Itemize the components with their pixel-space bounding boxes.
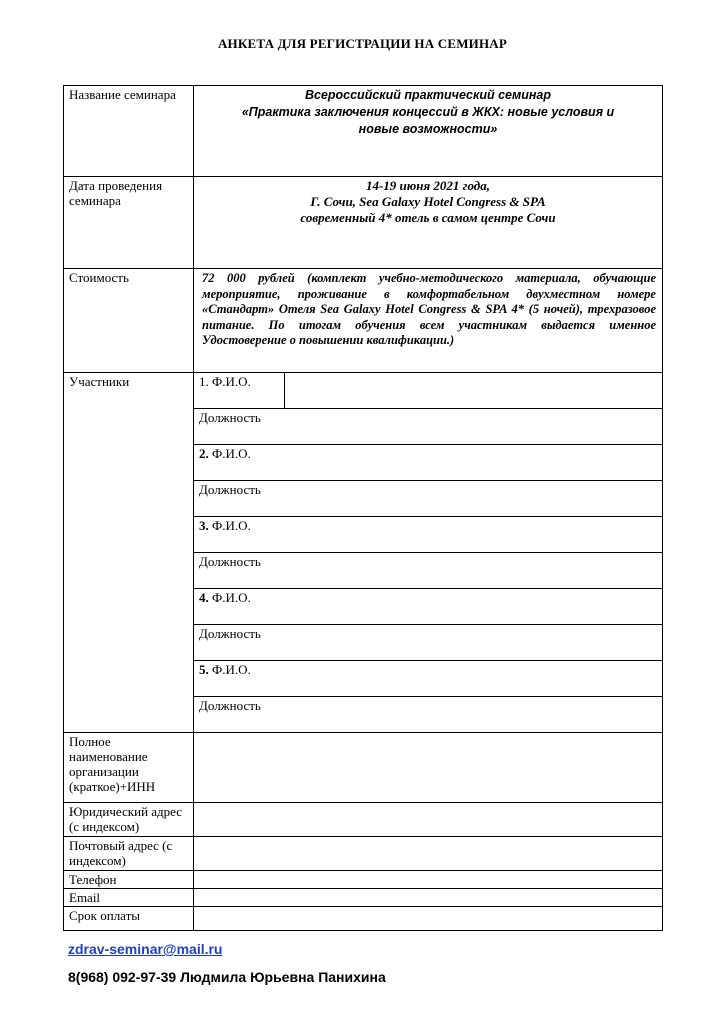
participant-5-position-field[interactable]	[285, 697, 663, 733]
postal-address-field[interactable]	[194, 837, 663, 871]
participant-3-position-row	[194, 553, 662, 589]
participant-5-position-label: Должность	[199, 698, 261, 713]
cost-value: 72 000 рублей (комплект учебно-методического материала, обучающие мероприятие, проживание в комфортабельном двухместном номере «Стандарт» Отеля Sea Galaxy Hotel Congress & SPA 4* (5 ночей), трехразовое питание. По итогам обучения всем участникам выдается именное Удостоверение о повышении квалификации.)	[194, 269, 663, 373]
seminar-name-label: Название семинара	[64, 86, 194, 177]
org-name-row	[64, 733, 663, 803]
fio-label: Ф.И.О.	[212, 590, 251, 605]
participant-3-position-label: Должность	[194, 553, 285, 589]
contact-phone-line: 8(968) 092-97-39 Людмила Юрьевна Панихина	[68, 969, 386, 985]
participant-4-position-field[interactable]	[285, 625, 663, 661]
phone-row	[64, 871, 663, 889]
postal-address-row	[64, 837, 663, 871]
participant-2-number: 2.	[199, 446, 209, 461]
fio-label: Ф.И.О.	[212, 374, 251, 389]
participants-label: Участники	[64, 373, 194, 733]
participant-2-name-row	[194, 445, 662, 481]
participant-5-position-row	[194, 697, 662, 733]
participant-4-position-label: Должность	[194, 625, 285, 661]
seminar-name-row	[64, 86, 663, 177]
email-label: Email	[64, 889, 194, 907]
participant-4-number: 4.	[199, 590, 209, 605]
seminar-name-value	[194, 86, 663, 177]
participant-3-number: 3.	[199, 518, 209, 533]
participant-3-name-field[interactable]	[285, 517, 663, 553]
participant-3-position-field[interactable]	[285, 553, 663, 589]
participant-5-number: 5.	[199, 662, 209, 677]
participant-2-position-row	[194, 481, 662, 517]
fio-label: Ф.И.О.	[212, 446, 251, 461]
postal-address-label: Почтовый адрес (с индексом)	[64, 837, 194, 871]
cost-label: Стоимость	[64, 269, 194, 373]
participant-3-name-row	[194, 517, 662, 553]
seminar-name-line-1: Всероссийский практический семинар	[304, 88, 552, 102]
fio-label: Ф.И.О.	[212, 518, 251, 533]
participant-1-name-row	[194, 373, 662, 409]
participants-row	[64, 373, 663, 733]
registration-form-table	[63, 85, 663, 931]
participant-4-fio-label	[194, 589, 285, 625]
participants-table	[194, 373, 662, 732]
seminar-name-line-2: «Практика заключения концессий в ЖКХ: новые условия и	[241, 105, 615, 119]
participant-4-name-field[interactable]	[285, 589, 663, 625]
phone-field[interactable]	[194, 871, 663, 889]
participant-2-fio-label	[194, 445, 285, 481]
participant-4-name-row	[194, 589, 662, 625]
participant-5-name-row	[194, 661, 662, 697]
payment-term-field[interactable]	[194, 907, 663, 931]
participant-2-position-field[interactable]	[285, 481, 663, 517]
org-name-label: Полное наименование организации (краткое)+ИНН	[64, 733, 194, 803]
participant-1-number: 1.	[199, 374, 209, 389]
participant-1-position-field[interactable]	[285, 409, 663, 445]
seminar-venue-description: современный 4* отель в самом центре Сочи	[300, 210, 556, 225]
contact-email-link[interactable]: zdrav-seminar@mail.ru	[68, 941, 223, 957]
legal-address-label: Юридический адрес (с индексом)	[64, 803, 194, 837]
form-title: АНКЕТА ДЛЯ РЕГИСТРАЦИИ НА СЕМИНАР	[217, 36, 508, 51]
seminar-name-line-3: новые возможности»	[358, 122, 498, 136]
fio-label: Ф.И.О.	[212, 662, 251, 677]
phone-label: Телефон	[64, 871, 194, 889]
participant-5-fio-label	[194, 661, 285, 697]
seminar-date-line-1: 14-19 июня 2021 года,	[365, 178, 491, 193]
participant-1-position-label: Должность	[194, 409, 285, 445]
legal-address-field[interactable]	[194, 803, 663, 837]
seminar-venue-line: Г. Сочи, Sea Galaxy Hotel Congress & SPA	[310, 194, 546, 209]
participant-1-fio-label	[194, 373, 285, 409]
participant-1-name-field[interactable]	[285, 373, 663, 409]
participant-2-name-field[interactable]	[285, 445, 663, 481]
participant-5-name-field[interactable]	[285, 661, 663, 697]
seminar-date-value	[194, 177, 663, 269]
participants-cell	[194, 373, 663, 733]
payment-term-row	[64, 907, 663, 931]
email-row	[64, 889, 663, 907]
payment-term-label: Срок оплаты	[64, 907, 194, 931]
participant-1-position-row	[194, 409, 662, 445]
email-field[interactable]	[194, 889, 663, 907]
org-name-field[interactable]	[194, 733, 663, 803]
legal-address-row	[64, 803, 663, 837]
participant-2-position-label: Должность	[194, 481, 285, 517]
participant-3-fio-label	[194, 517, 285, 553]
seminar-date-label: Дата проведения семинара	[64, 177, 194, 269]
cost-row	[64, 269, 663, 373]
participant-4-position-row	[194, 625, 662, 661]
seminar-date-row	[64, 177, 663, 269]
